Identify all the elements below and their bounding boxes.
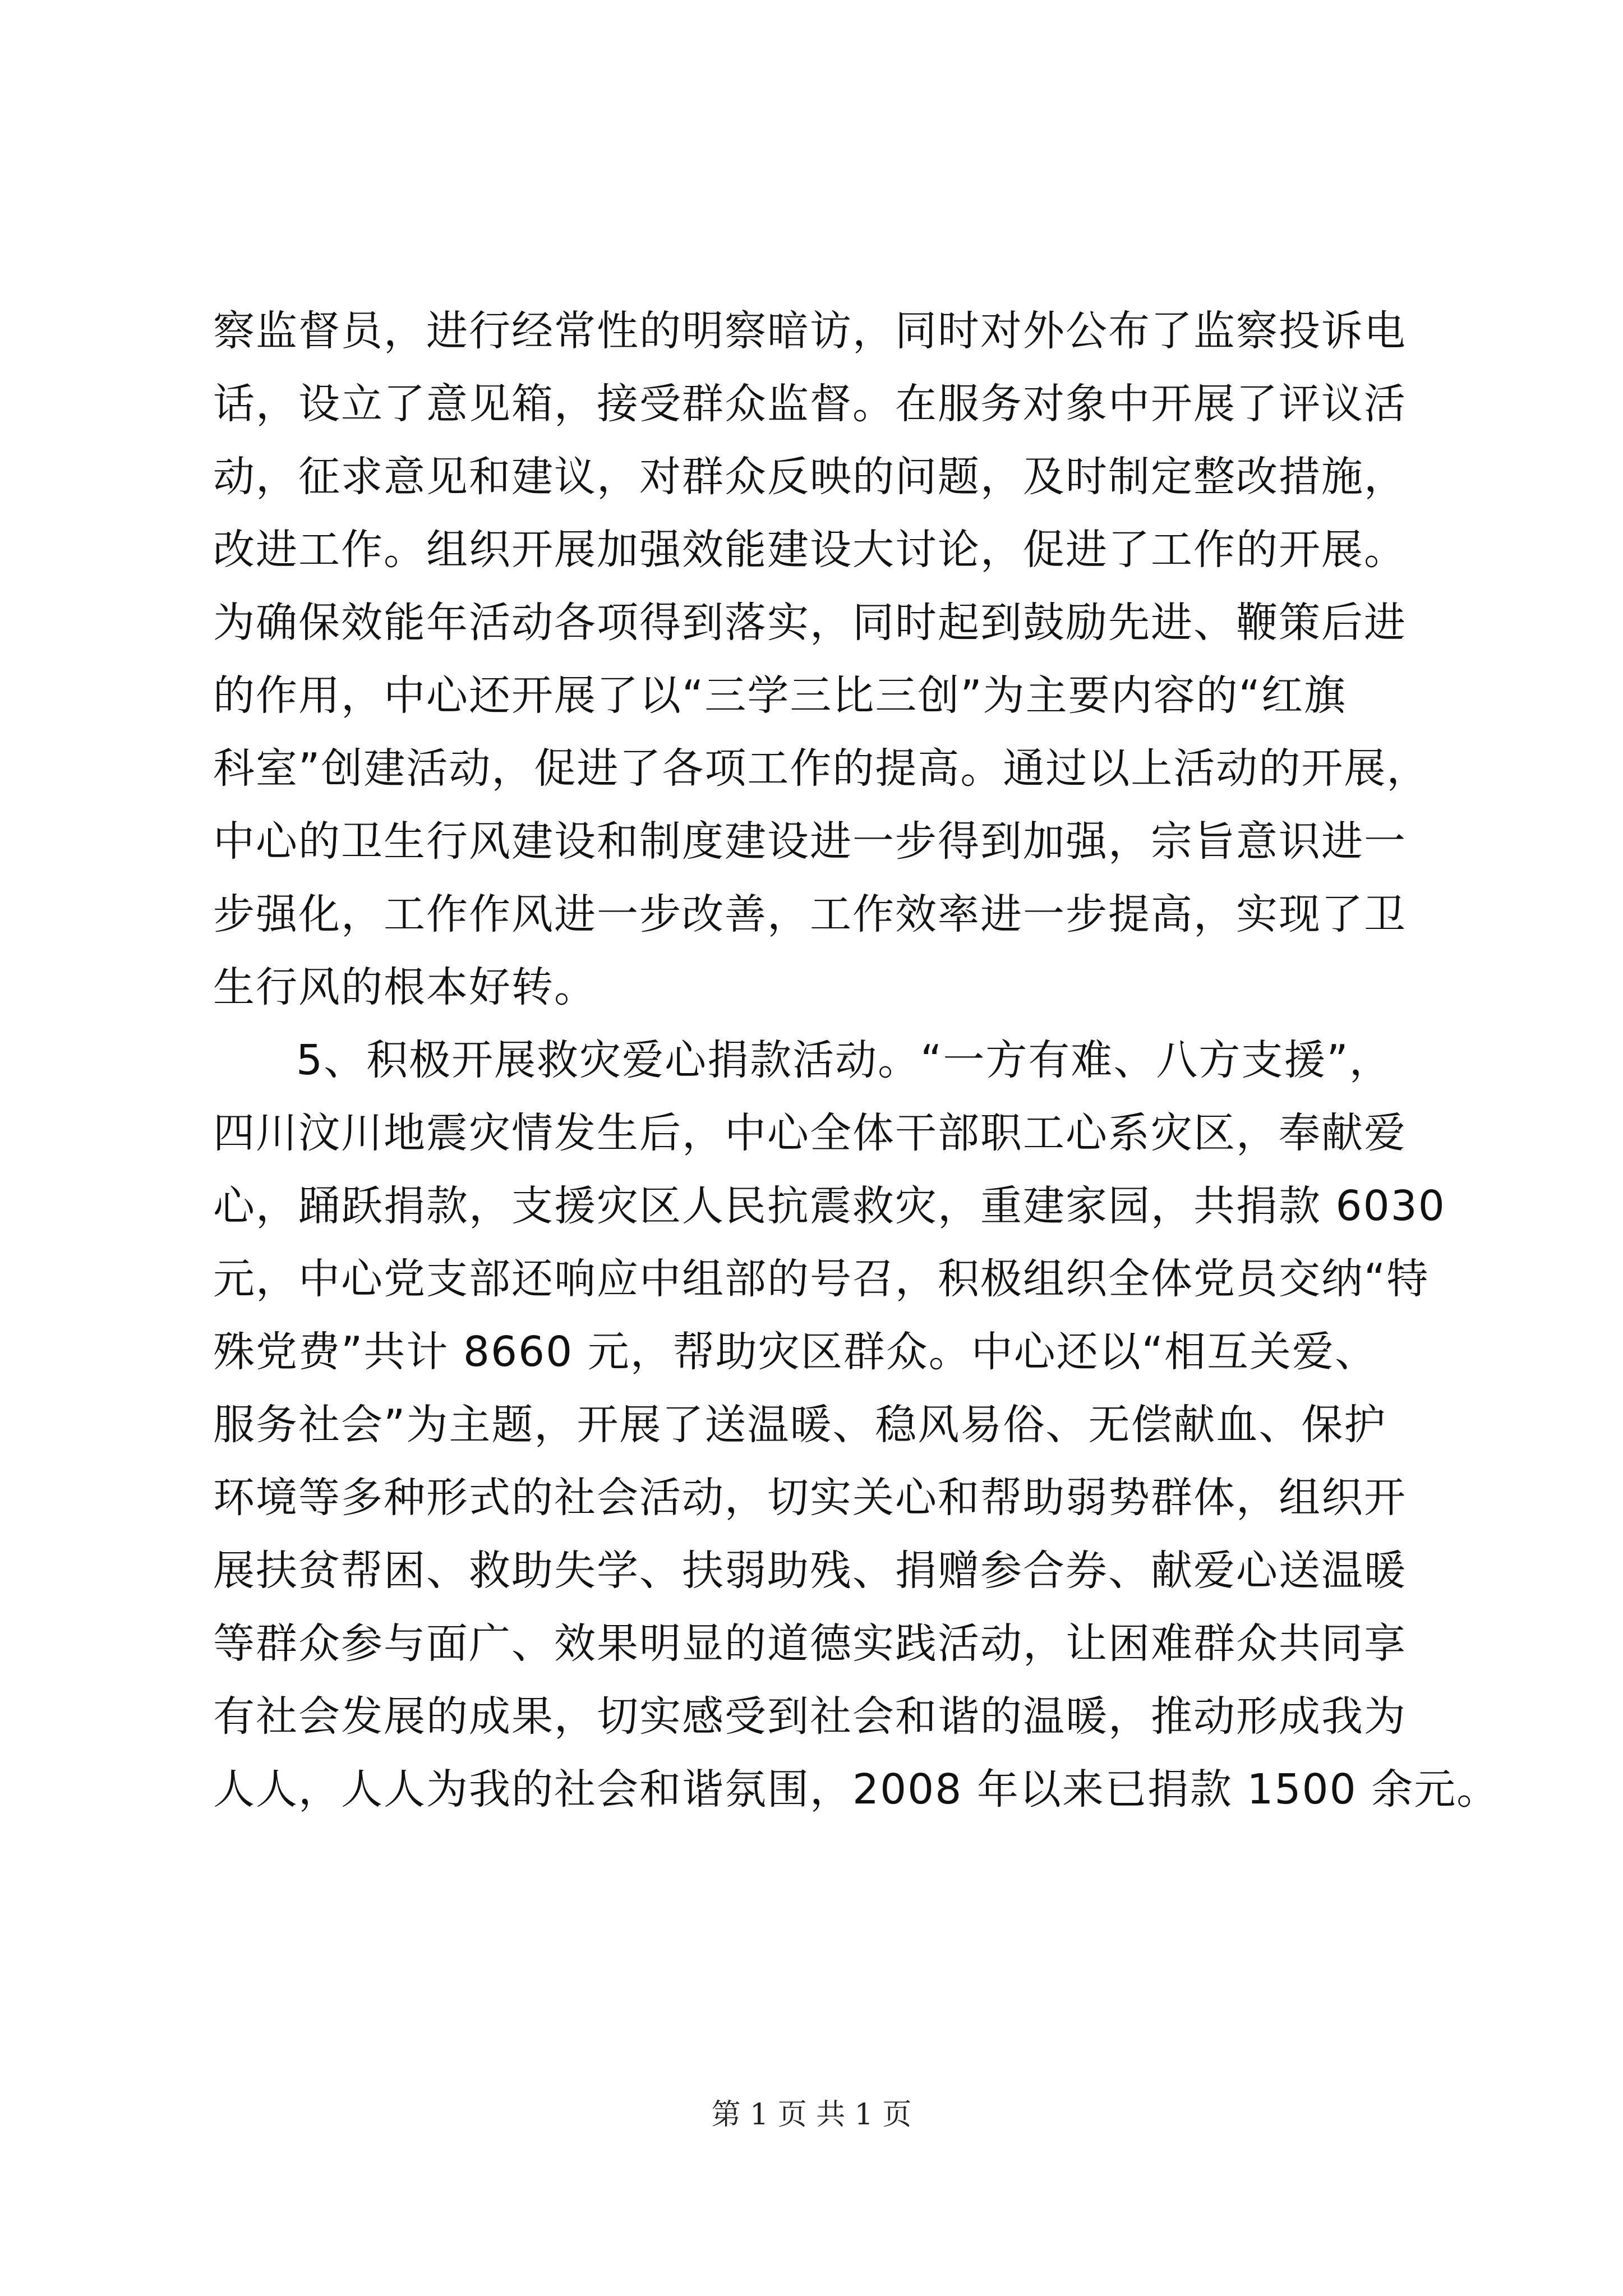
text-line: 心，踊跃捐款，支援灾区人民抗震救灾，重建家园，共捐款 6030 xyxy=(213,1182,1446,1230)
text-line: 科室”创建活动，促进了各项工作的提高。通过以上活动的开展， xyxy=(213,744,1430,793)
text-line: 元，中心党支部还响应中组部的号召，积极组织全体党员交纳“特 xyxy=(213,1255,1430,1303)
paragraph-first-line: 5、积极开展救灾爱心捐款活动。“一方有难、八方支援”， xyxy=(296,1036,1392,1084)
text-line: 有社会发展的成果，切实感受到社会和谐的温暖，推动形成我为 xyxy=(213,1692,1407,1741)
text-line: 四川汶川地震灾情发生后，中心全体干部职工心系灾区，奉献爱 xyxy=(213,1109,1407,1157)
text-line: 展扶贫帮困、救助失学、扶弱助残、捐赠参合券、献爱心送温暖 xyxy=(213,1547,1407,1595)
text-line: 中心的卫生行风建设和制度建设进一步得到加强，宗旨意识进一 xyxy=(213,817,1407,866)
text-line: 人人，人人为我的社会和谐氛围，2008 年以来已捐款 1500 余元。 xyxy=(213,1765,1500,1814)
text-line: 的作用，中心还开展了以“三学三比三创”为主要内容的“红旗 xyxy=(213,671,1347,720)
text-line: 为确保效能年活动各项得到落实，同时起到鼓励先进、鞭策后进 xyxy=(213,599,1407,647)
page-footer: 第 1 页 共 1 页 xyxy=(711,2098,912,2132)
text-line: 改进工作。组织开展加强效能建设大讨论，促进了工作的开展。 xyxy=(213,526,1407,574)
text-line: 动，征求意见和建议，对群众反映的问题，及时制定整改措施， xyxy=(213,453,1407,501)
text-line: 环境等多种形式的社会活动，切实关心和帮助弱势群体，组织开 xyxy=(213,1474,1407,1522)
text-line: 察监督员，进行经常性的明察暗访，同时对外公布了监察投诉电 xyxy=(213,307,1407,355)
text-line: 服务社会”为主题，开展了送温暖、稳风易俗、无偿献血、保护 xyxy=(213,1401,1387,1449)
text-line: 话，设立了意见箱，接受群众监督。在服务对象中开展了评议活 xyxy=(213,380,1407,428)
text-line: 殊党费”共计 8660 元，帮助灾区群众。中心还以“相互关爱、 xyxy=(213,1328,1378,1376)
text-line: 生行风的根本好转。 xyxy=(213,963,597,1011)
text-line: 步强化，工作作风进一步改善，工作效率进一步提高，实现了卫 xyxy=(213,890,1407,938)
text-line: 等群众参与面广、效果明显的道德实践活动，让困难群众共同享 xyxy=(213,1619,1407,1668)
